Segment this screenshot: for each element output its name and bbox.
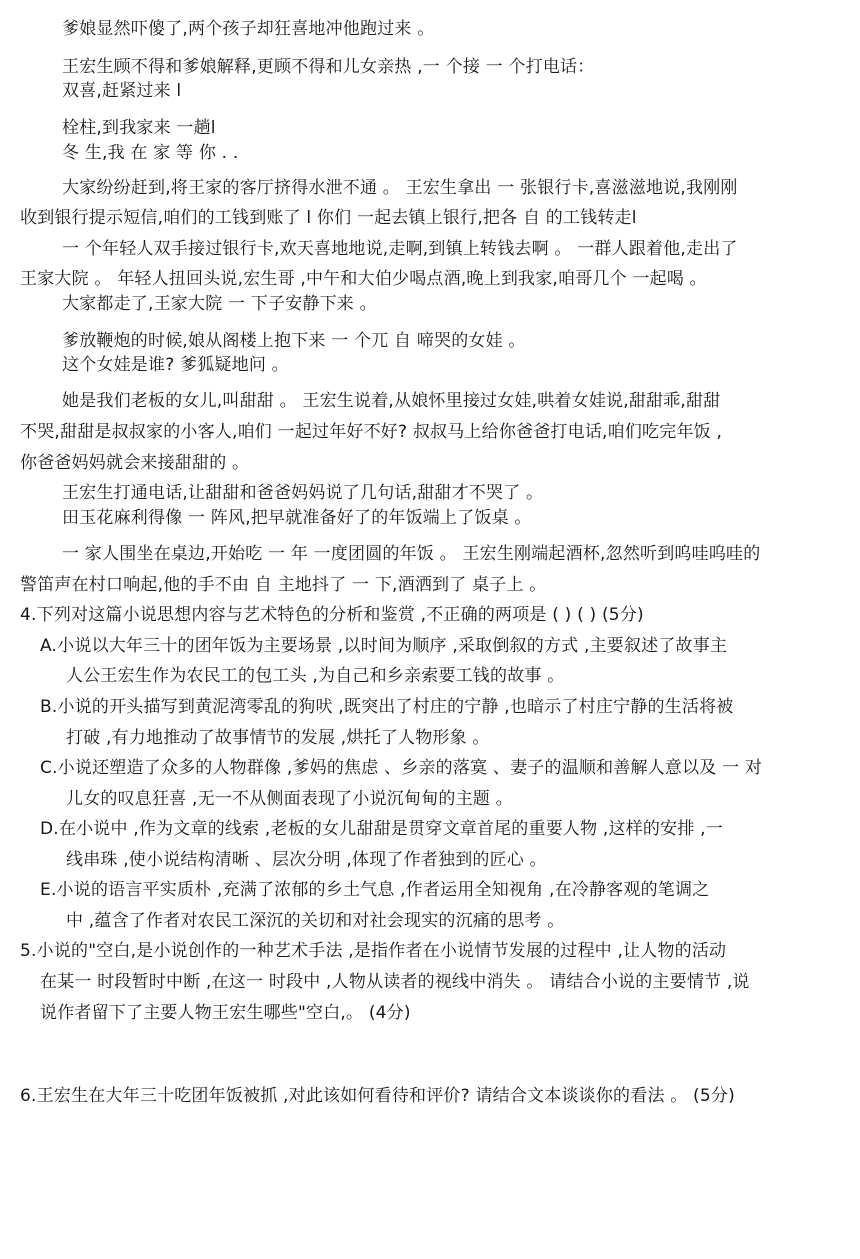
- story-line: 大家纷纷赶到,将王家的客厅挤得水泄不通 。 王宏生拿出 一 张银行卡,喜滋滋地说,我刚刚: [62, 178, 738, 198]
- question-4-stem: 4.下列对这篇小说思想内容与艺术特色的分析和鉴赏 ,不正确的两项是 ( ) ( ) (5分): [20, 605, 644, 625]
- question-5-line: 在某一 时段暂时中断 ,在这一 时段中 ,人物从读者的视线中消失 。 请结合小说的主要情节 ,说: [40, 972, 750, 992]
- story-line: 她是我们老板的女儿,叫甜甜 。 王宏生说着,从娘怀里接过女娃,哄着女娃说,甜甜乖,甜甜: [62, 391, 721, 411]
- story-line: 爹放鞭炮的时候,娘从阁楼上抱下来 一 个兀 自 啼哭的女娃 。: [62, 331, 526, 351]
- story-line: 这个女娃是谁? 爹狐疑地问 。: [62, 355, 289, 375]
- option-e-cont: 中 ,蕴含了作者对农民工深沉的关切和对社会现实的沉痛的思考 。: [66, 911, 565, 931]
- option-b: B.小说的开头描写到黄泥湾零乱的狗吠 ,既突出了村庄的宁静 ,也暗示了村庄宁静的生活将被: [40, 697, 734, 717]
- option-e: E.小说的语言平实质朴 ,充满了浓郁的乡土气息 ,作者运用全知视角 ,在冷静客观的笔调之: [40, 880, 710, 900]
- story-line: 王宏生打通电话,让甜甜和爸爸妈妈说了几句话,甜甜才不哭了 。: [62, 483, 544, 503]
- story-line: 一 家人围坐在桌边,开始吃 一 年 一度团圆的年饭 。 王宏生刚端起酒杯,忽然听到呜哇呜哇的: [62, 544, 761, 564]
- question-5-line: 5.小说的"空白,是小说创作的一种艺术手法 ,是指作者在小说情节发展的过程中 ,让人物的活动: [20, 941, 727, 961]
- question-5-line: 说作者留下了主要人物王宏生哪些"空白,。 (4分): [40, 1003, 411, 1023]
- story-line: 你爸爸妈妈就会来接甜甜的 。: [20, 453, 250, 473]
- story-line: 一 个年轻人双手接过银行卡,欢天喜地地说,走啊,到镇上转钱去啊 。 一群人跟着他,走出了: [62, 239, 738, 259]
- option-b-cont: 打破 ,有力地推动了故事情节的发展 ,烘托了人物形象 。: [66, 728, 490, 748]
- question-6-line: 6.王宏生在大年三十吃团年饭被抓 ,对此该如何看待和评价? 请结合文本谈谈你的看法 。 (5分): [20, 1086, 735, 1106]
- option-c: C.小说还塑造了众多的人物群像 ,爹妈的焦虑 、乡亲的落寞 、妻子的温顺和善解人意以及 一 对: [40, 758, 763, 778]
- story-line: 警笛声在村口响起,他的手不由 自 主地抖了 一 下,酒洒到了 桌子上 。: [20, 575, 547, 595]
- story-line: 王家大院 。 年轻人扭回头说,宏生哥 ,中午和大伯少喝点酒,晚上到我家,咱哥几个 一起喝 。: [20, 269, 707, 289]
- story-line: 栓柱,到我家来 一趟l: [62, 118, 216, 138]
- story-line: 不哭,甜甜是叔叔家的小客人,咱们 一起过年好不好? 叔叔马上给你爸爸打电话,咱们吃完年饭 ,: [20, 422, 723, 442]
- story-line: 田玉花麻利得像 一 阵风,把早就准备好了的年饭端上了饭桌 。: [62, 508, 532, 528]
- option-c-cont: 儿女的叹息狂喜 ,无一不从侧面表现了小说沉甸甸的主题 。: [66, 789, 513, 809]
- story-line: 大家都走了,王家大院 一 下子安静下来 。: [62, 294, 377, 314]
- option-d-cont: 线串珠 ,使小说结构清晰 、层次分明 ,体现了作者独到的匠心 。: [66, 850, 547, 870]
- story-line: 王宏生顾不得和爹娘解释,更顾不得和儿女亲热 ,一 个接 一 个打电话：: [62, 57, 595, 77]
- story-line: 双喜,赶紧过来 l: [62, 81, 182, 101]
- story-line: 爹娘显然吓傻了,两个孩子却狂喜地冲他跑过来 。: [62, 19, 435, 39]
- option-a: A.小说以大年三十的团年饭为主要场景 ,以时间为顺序 ,采取倒叙的方式 ,主要叙述了故事主: [40, 636, 728, 656]
- story-line: 冬 生,我 在 家 等 你 . .: [62, 143, 239, 163]
- option-d: D.在小说中 ,作为文章的线索 ,老板的女儿甜甜是贯穿文章首尾的重要人物 ,这样的安排 ,一: [40, 819, 723, 839]
- option-a-cont: 人公王宏生作为农民工的包工头 ,为自己和乡亲索要工钱的故事 。: [66, 666, 565, 686]
- story-line: 收到银行提示短信,咱们的工钱到账了 l 你们 一起去镇上银行,把各 自 的工钱转走l: [20, 208, 637, 228]
